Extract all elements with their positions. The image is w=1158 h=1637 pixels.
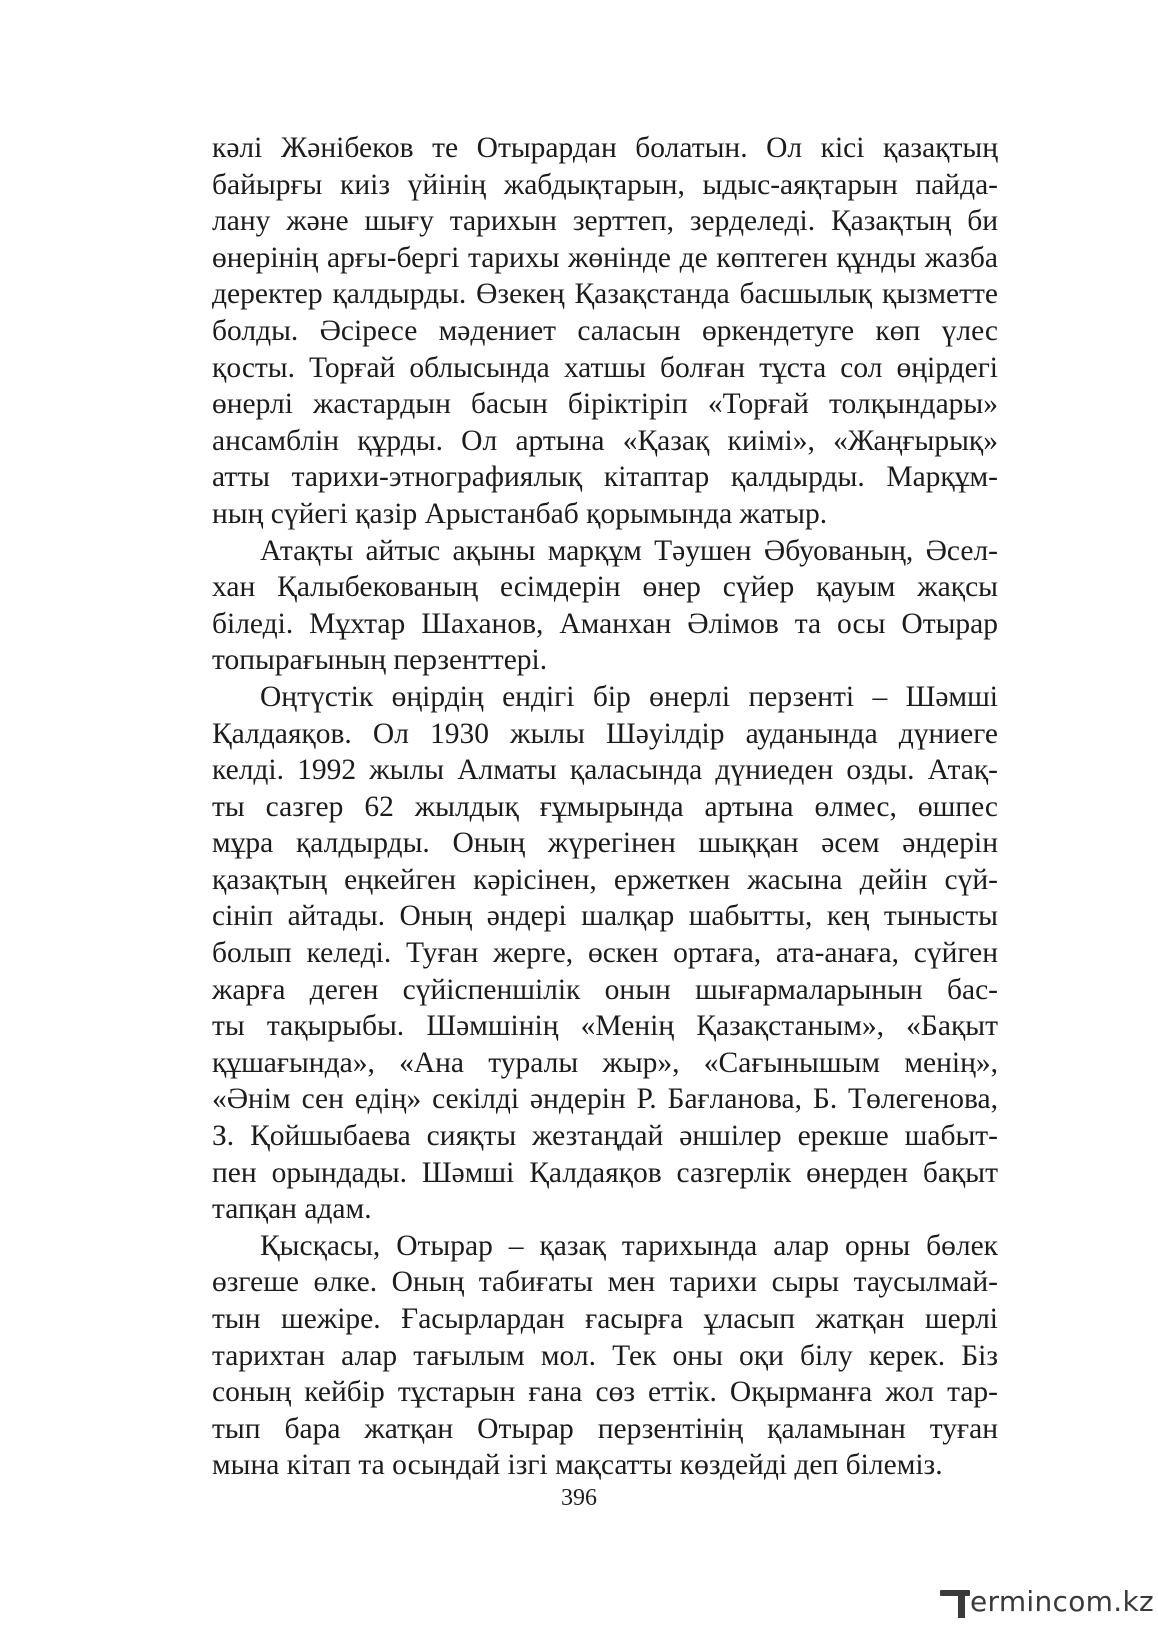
- text-line: қазақтың еңкейген кəрісінен, ержеткен жасына дейін сүй-: [212, 863, 998, 896]
- text-line: жарға деген сүйіспеншілік онын шығармаларынын бас-: [212, 973, 998, 1006]
- text-line: болып келеді. Туған жерге, өскен ортаға, ата-анаға, сүйген: [212, 937, 998, 970]
- t-letter-logo-stem: [958, 1590, 965, 1618]
- text-line: лану жəне шығу тарихын зерттеп, зерделеді. Қазақтың би: [212, 205, 998, 238]
- text-line: ты тақырыбы. Шəмшінің «Менің Қазақстаным», «Бақыт: [212, 1010, 998, 1043]
- text-line: өнерлі жастардын басын біріктіріп «Торғай толқындары»: [212, 388, 998, 421]
- text-line: құшағында», «Ана туралы жыр», «Сағынышым менің»,: [212, 1046, 998, 1079]
- text-line: тапқан адам.: [212, 1193, 372, 1226]
- paragraph: [212, 130, 998, 533]
- text-line: деректер қалдырды. Өзекең Қазақстанда басшылық қызметте: [212, 278, 998, 311]
- text-line: ансамблін құрды. Ол артына «Қазақ киімі», «Жаңғырық»: [212, 424, 998, 457]
- watermark-text: ermincom.kz: [970, 1585, 1154, 1618]
- text-line: біледі. Мұхтар Шаханов, Аманхан Əлімов та осы Отырар: [212, 607, 998, 640]
- text-line: «Əнім сен едің» секілді əндерін Р. Бағланова, Б. Төлегенова,: [212, 1083, 998, 1116]
- text-line: байырғы киіз үйінің жабдықтарын, ыдыс-аяқтарын пайда-: [212, 168, 998, 201]
- text-line: өнерінің арғы-бергі тарихы жөнінде де көптеген құнды жазба: [212, 241, 998, 274]
- body-text: [212, 130, 998, 1484]
- t-letter-logo-icon: [940, 1590, 970, 1596]
- text-line: топырағының перзенттері.: [212, 644, 548, 677]
- text-line: мына кітап та осындай ізгі мақсатты көздейді деп білеміз.: [212, 1449, 943, 1482]
- text-line: соның кейбір тұстарын ғана сөз еттік. Оқырманға жол тар-: [212, 1376, 998, 1409]
- text-line: атты тарихи-этнографиялық кітаптар қалдырды. Марқұм-: [212, 461, 998, 494]
- text-line: тарихтан алар тағылым мол. Тек оны оқи білу керек. Біз: [212, 1339, 998, 1372]
- text-line: болды. Əсіресе мəдениет саласын өркендетуге көп үлес: [212, 314, 998, 347]
- text-line: Оңтүстік өңірдің ендігі бір өнерлі перзенті – Шəмші: [260, 680, 998, 713]
- text-line: өзгеше өлке. Оның табиғаты мен тарихи сыры таусылмай-: [212, 1266, 998, 1299]
- text-line: Қысқасы, Отырар – қазақ тарихында алар орны бөлек: [260, 1229, 998, 1262]
- paragraph: [212, 679, 998, 1228]
- paragraph: [212, 533, 998, 679]
- text-line: кəлі Жəнібеков те Отырардан болатын. Ол кісі қазақтың: [212, 132, 998, 164]
- text-line: ның сүйегі қазір Арыстанбаб қорымында жатыр.: [212, 497, 828, 530]
- paragraph: [212, 1228, 998, 1484]
- text-line: ты сазгер 62 жылдық ғұмырында артына өлмес, өшпес: [212, 790, 998, 823]
- text-line: қосты. Торғай облысында хатшы болған тұста сол өңірдегі: [212, 351, 998, 384]
- text-line: Атақты айтыс ақыны марқұм Тəушен Əбуованың, Əсел-: [260, 534, 998, 567]
- text-line: сініп айтады. Оның əндері шалқар шабытты, кең тынысты: [212, 900, 998, 933]
- text-line: Қалдаяқов. Ол 1930 жылы Шəуілдір ауданында дүниеге: [212, 717, 998, 750]
- text-line: З. Қойшыбаева сияқты жезтаңдай əншілер ерекше шабыт-: [212, 1120, 998, 1153]
- page-number: 396: [561, 1485, 597, 1511]
- text-line: тып бара жатқан Отырар перзентінің қаламынан туған: [212, 1412, 998, 1445]
- text-line: хан Қалыбекованың есімдерін өнер сүйер қауым жақсы: [212, 571, 998, 604]
- text-line: келді. 1992 жылы Алматы қаласында дүниеден озды. Атақ-: [212, 754, 998, 787]
- text-line: пен орындады. Шəмші Қалдаяқов сазгерлік өнерден бақыт: [212, 1156, 998, 1189]
- text-line: тын шежіре. Ғасырлардан ғасырға ұласып жатқан шерлі: [212, 1303, 998, 1335]
- text-line: мұра қалдырды. Оның жүрегінен шыққан əсем əндерін: [212, 827, 998, 860]
- watermark-logo: [940, 1580, 1154, 1626]
